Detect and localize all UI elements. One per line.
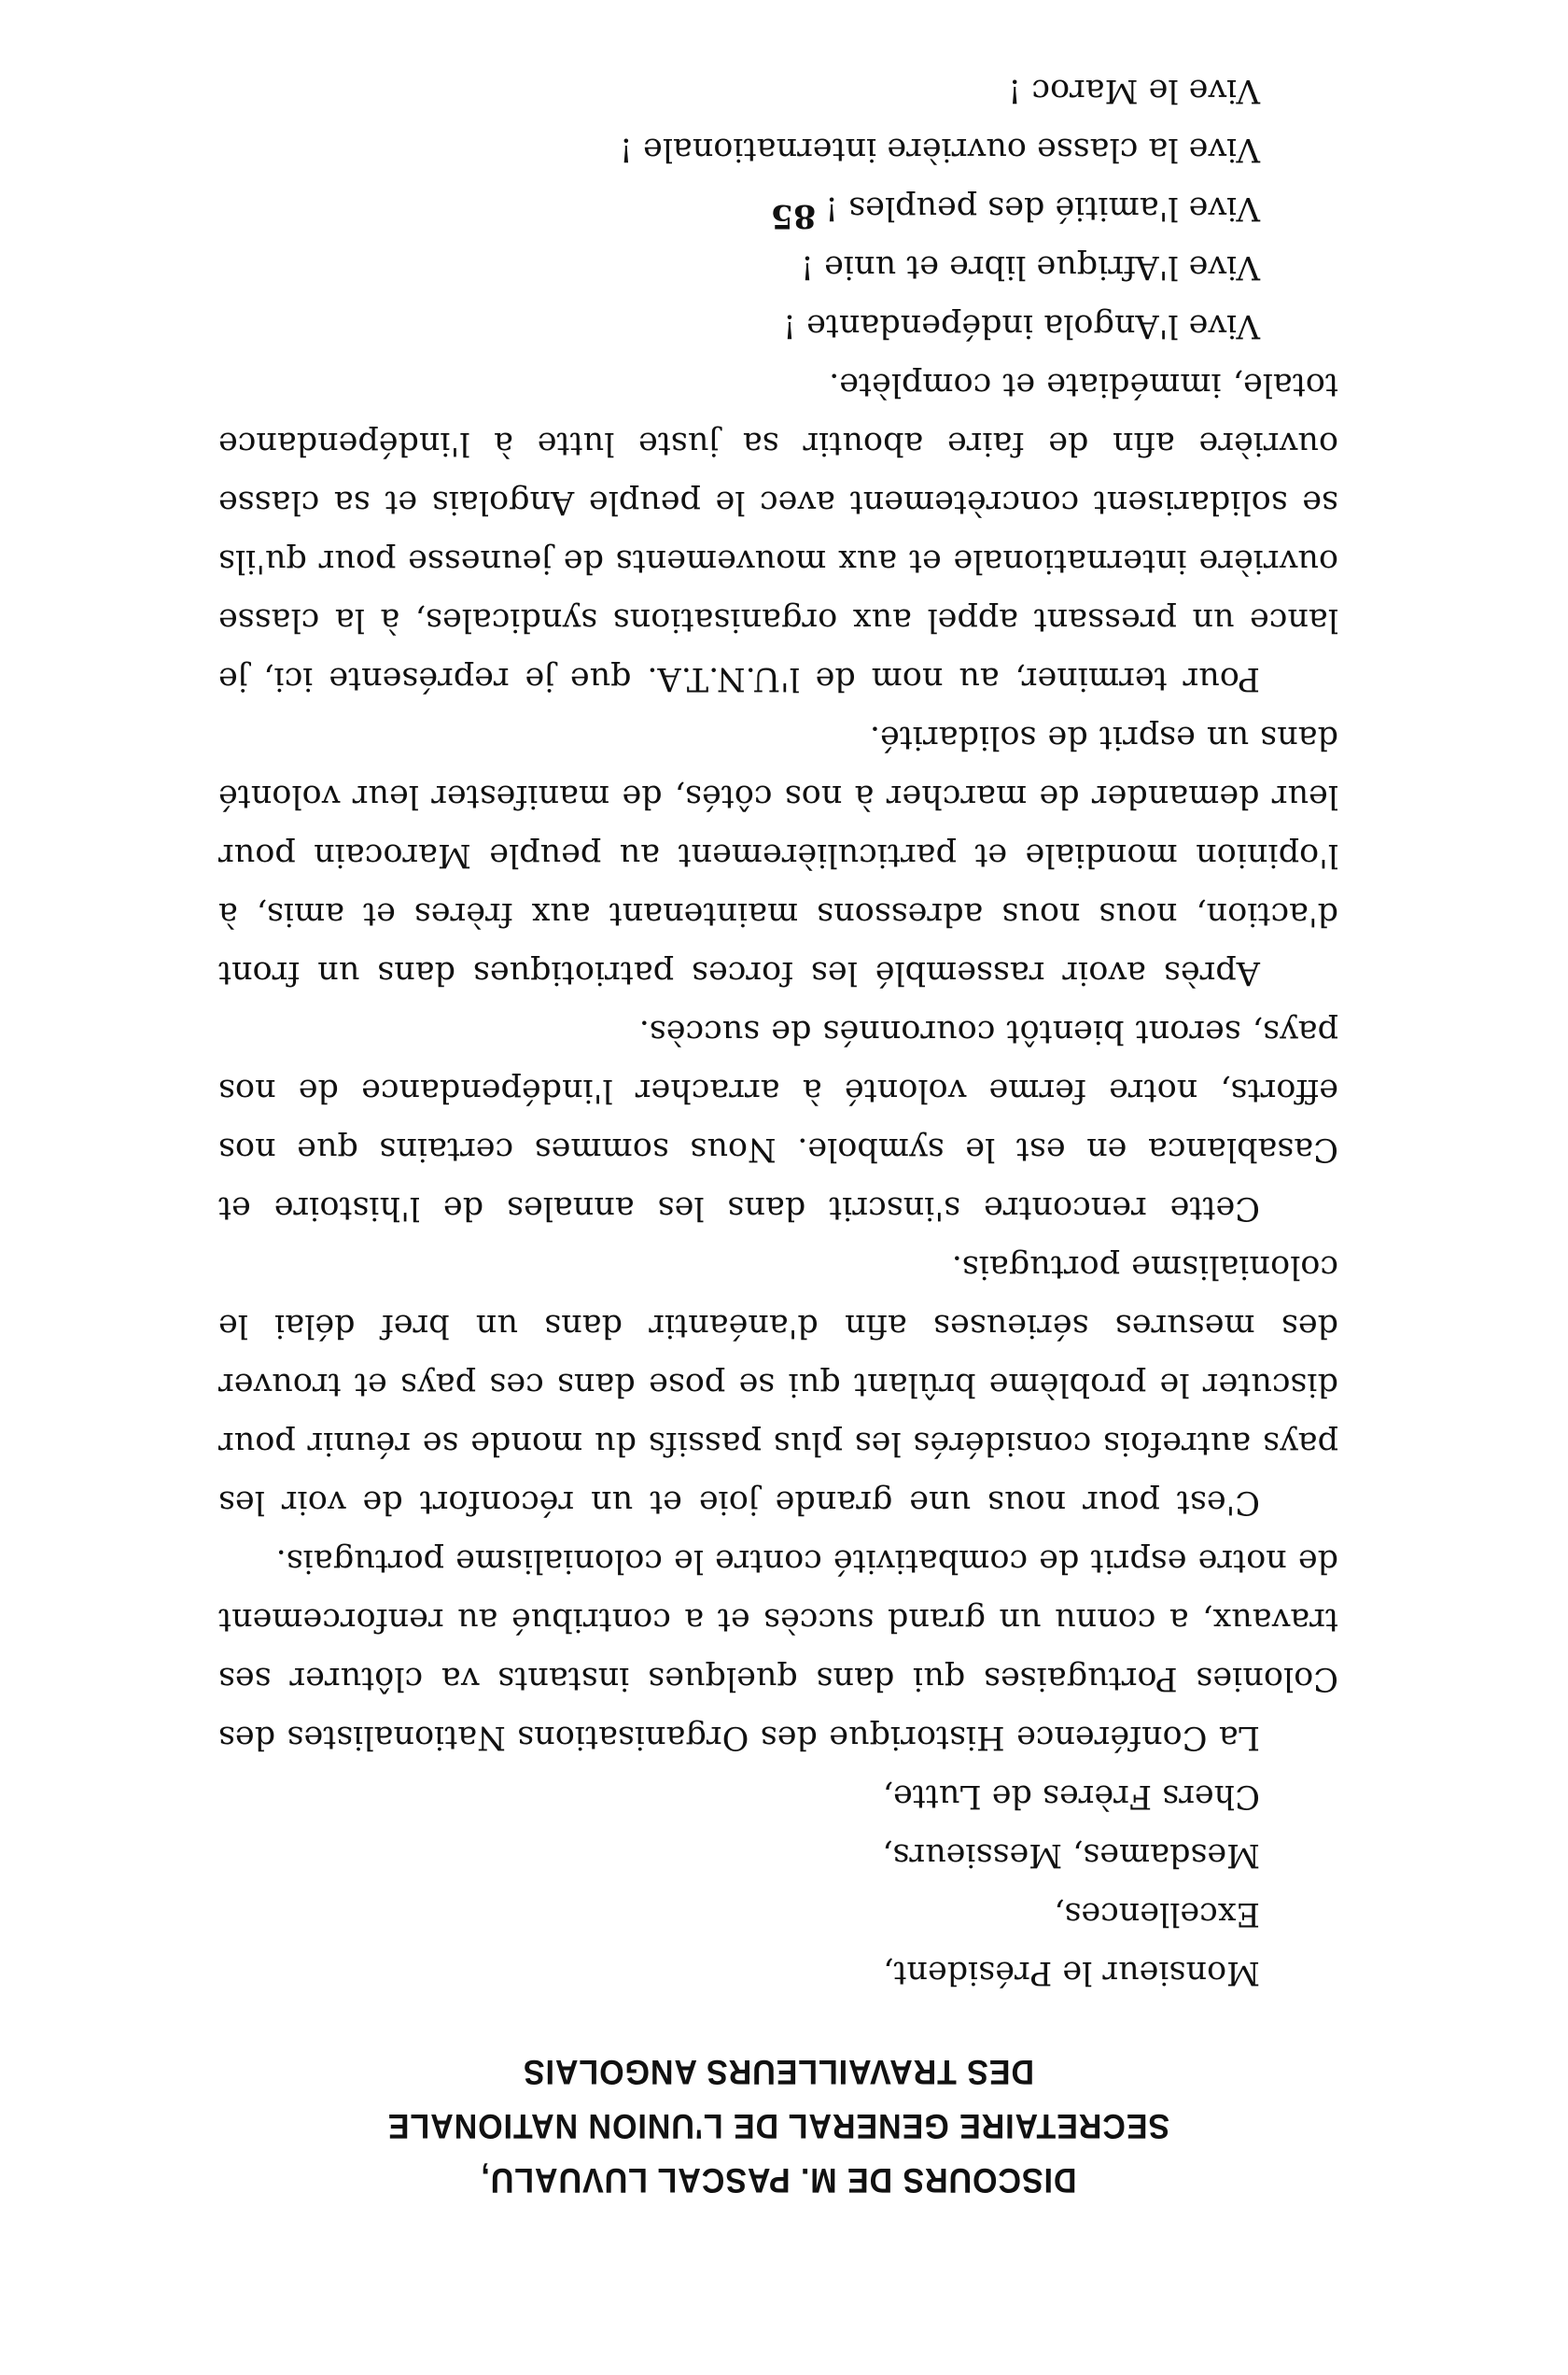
salutation-line: Excellences, xyxy=(1054,1895,1260,1932)
title-line-3: DES TRAVAILLEURS ANGOLAIS xyxy=(522,2053,1035,2091)
title-line-1: DISCOURS DE M. PASCAL LUVUALU, xyxy=(480,2161,1077,2199)
paragraph-casablanca: Cette rencontre s'inscrit dans les annales de l'histoire et Casablanca en est le symbole. Nous sommes certains que nos efforts, notre ferme volonté à arracher l'indépendance de nos pays, seront bientôt couronnés de succès. xyxy=(218,1013,1338,1227)
cheer-line: Vive l'amitié des peuples ! xyxy=(825,190,1260,227)
page-number: 85 xyxy=(770,197,817,235)
paragraph-conference: La Conférence Historique des Organisations Nationalistes des Colonies Portugaises qui dans quelques instants va clôturer ses travaux, a connu un grand succès et a contribué au renforcement de notre esprit de combativité contre le colonialisme portugais. xyxy=(218,1542,1338,1756)
title-line-2: SECRETAIRE GENERAL DE L'UNION NATIONALE xyxy=(386,2107,1170,2145)
speech-title xyxy=(263,2045,1294,2207)
paragraph-front: Après avoir rassemblé les forces patriotiques dans un front d'action, nous nous adressons maintenant aux frères et amis, à l'opinion mondiale et particulièrement au peuple Marocain pour leur demander de marcher à nos côtés, de manifester leur volonté dans un esprit de solidarité. xyxy=(218,719,1338,991)
speech-body xyxy=(218,355,1338,1766)
salutation-line: Monsieur le Président, xyxy=(883,1954,1260,1991)
page-content xyxy=(218,61,1338,2207)
salutation-line: Mesdames, Messieurs, xyxy=(882,1836,1260,1874)
salutation-block xyxy=(218,1766,1338,2002)
cheer-line: Vive l'Angola indépendante ! xyxy=(782,307,1260,344)
salutation-line: Chers Frères de Lutte, xyxy=(882,1778,1260,1815)
paragraph-conclusion: Pour terminer, au nom de l'U.N.T.A. que je représente ici, je lance un pressant appel aux organisations syndicales, à la classe ouvrière internationale et aux mouvements de jeunesse pour qu'ils se solidarisent concrètement avec le peuple Angolais et sa classe ouvrière afin de faire aboutir sa juste lutte à l'indépendance totale, immédiate et complète. xyxy=(218,366,1338,697)
paragraph-joy: C'est pour nous une grande joie et un réconfort de voir les pays autrefois considérés les plus passifs du monde se réunir pour discuter le problème brûlant qui se pose dans ces pays et trouver des mesures sérieuses afin d'anéantir dans un bref délai le colonialisme portugais. xyxy=(218,1248,1338,1521)
cheer-line: Vive l'Afrique libre et unie ! xyxy=(800,248,1260,286)
cheer-line: Vive la classe ouvrière internationale ! xyxy=(619,131,1260,168)
cheer-line: Vive le Maroc ! xyxy=(1008,72,1260,109)
